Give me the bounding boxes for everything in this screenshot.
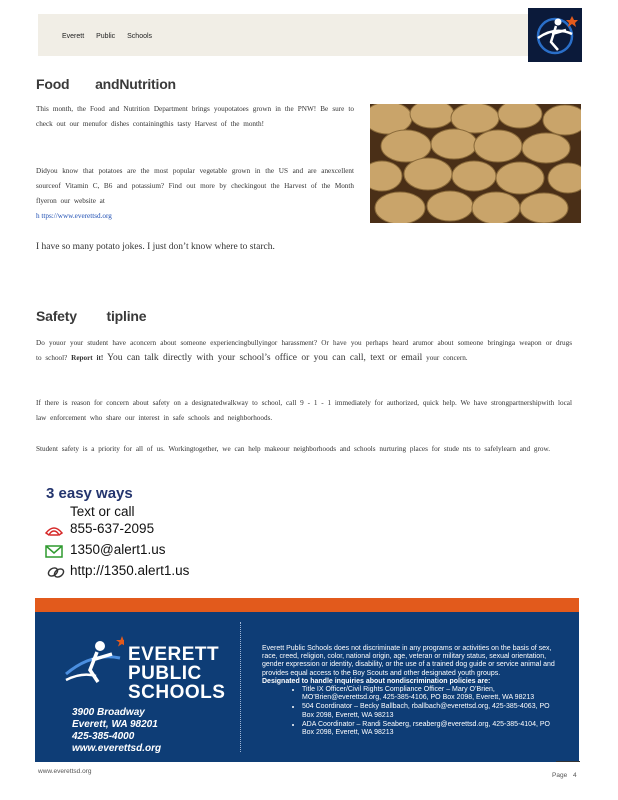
safety-paragraph-3: Student safety is a priority for all of us. Workingtogether, we can help makeour neighborhoods and schools nurturing places for stude nts to safelylearn and grow. xyxy=(36,445,551,453)
tipline-phone[interactable]: 855-637-2095 xyxy=(70,521,155,536)
district-name-everett: EVERETT xyxy=(128,644,220,665)
potato-joke: I have so many potato jokes. I just don’t know where to starch. xyxy=(36,242,275,252)
district-figure-icon xyxy=(62,636,124,688)
text-or-call-label: Text or call xyxy=(70,504,135,519)
potatoes-photo xyxy=(370,104,581,223)
food-section-title: Food andNutrition xyxy=(36,76,176,92)
contact-list xyxy=(302,686,562,737)
report-it-emphasis: Report it! xyxy=(71,354,104,362)
safety-paragraph-1-text: Do youor your student have aconcern about someone experiencingbullyingor harassment? Or have you perhaps heard arumor about someone bringinga weapon or drugs to school? xyxy=(36,339,572,362)
tipline-email[interactable]: 1350@alert1.us xyxy=(70,542,166,557)
panel-divider xyxy=(240,622,241,752)
contact-ada: • ADA Coordinator – Randi Seaberg, rseaberg@everettsd.org, 425-385-4104, PO Box 2098, Everett, WA 98213 xyxy=(302,721,562,737)
footer-website: www.everettsd.org xyxy=(38,768,92,775)
safety-paragraph-1-contact: You can talk directly with your school’s office or you can call, text or email xyxy=(107,353,423,363)
food-paragraph-1: This month, the Food and Nutrition Department brings youpotatoes grown in the PNW! Be sure to check out our menufor dishes containingthis tasty Harvest of the month! xyxy=(36,105,354,128)
district-phone: 425-385-4000 xyxy=(72,731,135,742)
contact-title-ix: • Title IX Officer/Civil Rights Compliance Officer – Mary O’Brien, MO’Brien@everettsd.org, 425-385-4106, PO Box 2098, Everett, WA 98213 xyxy=(302,686,562,702)
food-website-link[interactable]: h ttps://www.everettsd.org xyxy=(36,212,112,220)
safety-paragraph-1 xyxy=(36,336,572,366)
nondiscrimination-statement: Everett Public Schools does not discriminate in any programs or activities on the basis of sex, race, creed, religion, color, national origin, age, veteran or military status, sexual orientation, gender expression or identity, disability, or the use of a trained dog guide or service animal and provides equal access to the Boy Scouts and other designated youth groups. xyxy=(262,645,555,677)
safety-section-title: Safety tipline xyxy=(36,308,147,324)
district-address-street: 3900 Broadway xyxy=(72,707,145,718)
phone-icon xyxy=(44,523,64,537)
page-number xyxy=(552,772,577,779)
email-icon xyxy=(44,545,64,559)
footer-rule xyxy=(556,761,580,762)
page-number-value: 4 xyxy=(573,772,577,779)
designated-heading: Designated to handle inquiries about nondiscrimination policies are: xyxy=(262,677,491,685)
footer-accent-band xyxy=(35,598,579,612)
contact-504: • 504 Coordinator – Becky Ballbach, rballbach@everettsd.org, 425-385-4063, PO Box 2098, Everett, WA 98213 xyxy=(302,703,562,719)
page-label: Page xyxy=(552,772,568,779)
district-logo-icon xyxy=(528,8,582,62)
district-website[interactable]: www.everettsd.org xyxy=(72,743,162,754)
safety-paragraph-2: If there is reason for concern about safety on a designatedwalkway to school, call 9 - 1 - 1 immediately for authorized, quick help. We have strongpartnershipwith local law enforcement who share our interest in safe schools and neighborhoods. xyxy=(36,399,572,422)
district-name-schools: SCHOOLS xyxy=(128,682,226,703)
nondiscrimination-notice xyxy=(262,645,562,738)
header-org-name: Everett Public Schools xyxy=(62,33,153,40)
tipline-url[interactable]: http://1350.alert1.us xyxy=(70,563,190,578)
safety-paragraph-1-end: your concern. xyxy=(426,354,468,362)
district-address-city: Everett, WA 98201 xyxy=(72,719,158,730)
food-paragraph-2: Didyou know that potatoes are the most popular vegetable grown in the US and are anexcellent sourceof Vitamin C, B6 and potassium? Find out more by checkingout the Harvest of the Month flyeron our website at xyxy=(36,167,354,205)
link-icon xyxy=(46,565,66,579)
easy-ways-title: 3 easy ways xyxy=(46,485,133,502)
district-name-public: PUBLIC xyxy=(128,663,202,684)
